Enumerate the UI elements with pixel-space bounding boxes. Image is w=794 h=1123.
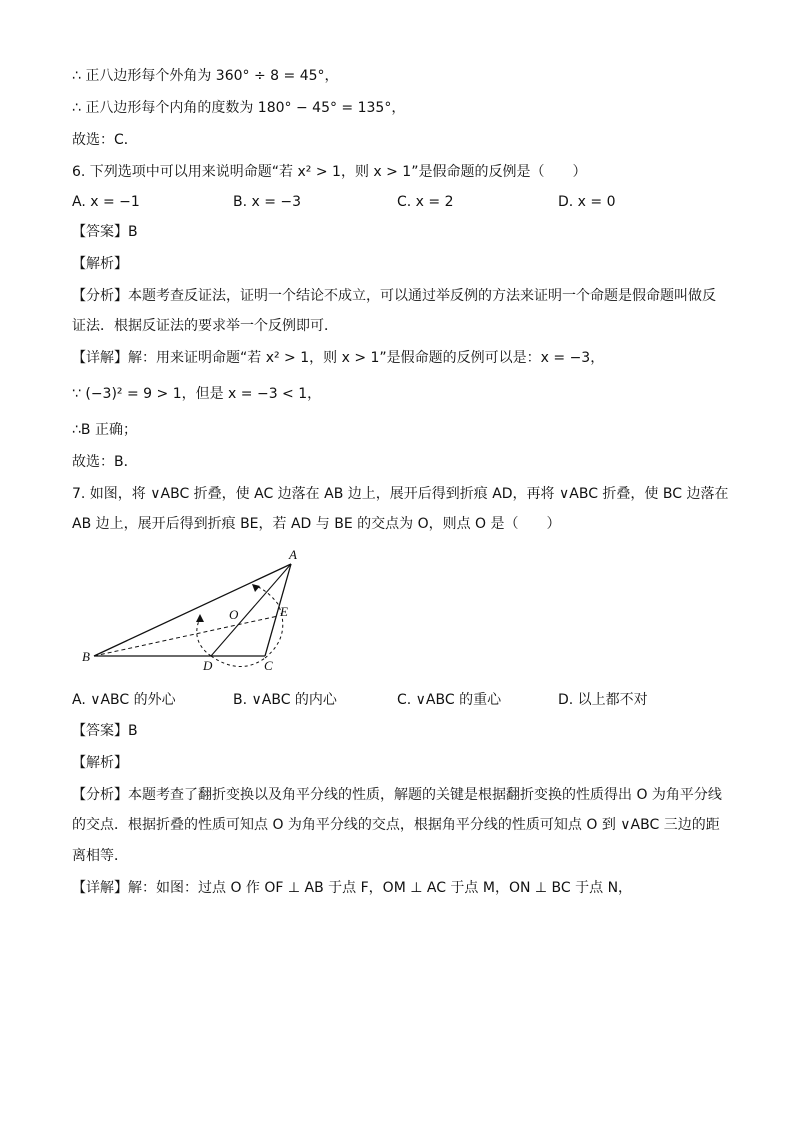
q6-detail-line-4: 故选：B．	[72, 454, 138, 470]
label-C: C	[264, 658, 273, 673]
q6-detail-line-2: ∵ (−3)² = 9 > 1，但是 x = −3 < 1，	[72, 386, 322, 402]
q7-analysis-line-2: 的交点．根据折叠的性质可知点 O 为角平分线的交点，根据角平分线的性质可知点 O 到 ∨ABC 三边的距	[72, 817, 720, 833]
q6-analysis-heading: 【解析】	[72, 256, 128, 272]
q7-option-a: A. ∨ABC 的外心	[72, 692, 176, 708]
q6-option-b: B. x = −3	[233, 194, 302, 210]
q7-option-d: D. 以上都不对	[558, 692, 648, 708]
q7-option-c: C. ∨ABC 的重心	[397, 692, 502, 708]
q6-analysis-line-1: 【分析】本题考查反证法，证明一个结论不成立，可以通过举反例的方法来证明一个命题是假命题叫做反	[72, 288, 716, 304]
text-line-3: 故选：C．	[72, 132, 138, 148]
triangle-diagram	[80, 546, 310, 676]
question-6-stem: 6. 下列选项中可以用来说明命题“若 x² > 1，则 x > 1”是假命题的反例是（ ）	[72, 164, 587, 180]
text-line-1: ∴ 正八边形每个外角为 360° ÷ 8 = 45°，	[72, 68, 339, 84]
q6-answer: 【答案】B	[72, 224, 138, 240]
question-7-stem-line-1: 7. 如图，将 ∨ABC 折叠，使 AC 边落在 AB 边上，展开后得到折痕 AD，再将 ∨ABC 折叠，使 BC 边落在	[72, 486, 729, 502]
question-7-stem-line-2: AB 边上，展开后得到折痕 BE，若 AD 与 BE 的交点为 O，则点 O 是（ ）	[72, 516, 561, 532]
label-O: O	[229, 607, 239, 622]
q6-option-c: C. x = 2	[397, 194, 454, 210]
q7-analysis-line-1: 【分析】本题考查了翻折变换以及角平分线的性质，解题的关键是根据翻折变换的性质得出 O 为角平分线	[72, 787, 722, 803]
q6-detail-line-3: ∴B 正确；	[72, 422, 137, 438]
q7-analysis-line-3: 离相等．	[72, 848, 128, 864]
label-D: D	[203, 658, 213, 673]
q7-detail-line-1: 【详解】解：如图：过点 O 作 OF ⊥ AB 于点 F，OM ⊥ AC 于点 M，ON ⊥ BC 于点 N，	[72, 880, 633, 896]
q6-analysis-line-2: 证法．根据反证法的要求举一个反例即可．	[72, 318, 338, 334]
q7-analysis-heading: 【解析】	[72, 755, 128, 771]
q6-option-d: D. x = 0	[558, 194, 616, 210]
text-line-2: ∴ 正八边形每个内角的度数为 180° − 45° = 135°，	[72, 100, 406, 116]
q6-detail-line-1: 【详解】解：用来证明命题“若 x² > 1，则 x > 1”是假命题的反例可以是：x = −3，	[72, 350, 605, 366]
q7-answer: 【答案】B	[72, 723, 138, 739]
q6-option-a: A. x = −1	[72, 194, 140, 210]
q7-option-b: B. ∨ABC 的内心	[233, 692, 337, 708]
label-E: E	[280, 604, 288, 619]
label-B: B	[82, 649, 90, 664]
label-A: A	[289, 547, 297, 562]
triangle-fold-figure	[80, 546, 310, 676]
